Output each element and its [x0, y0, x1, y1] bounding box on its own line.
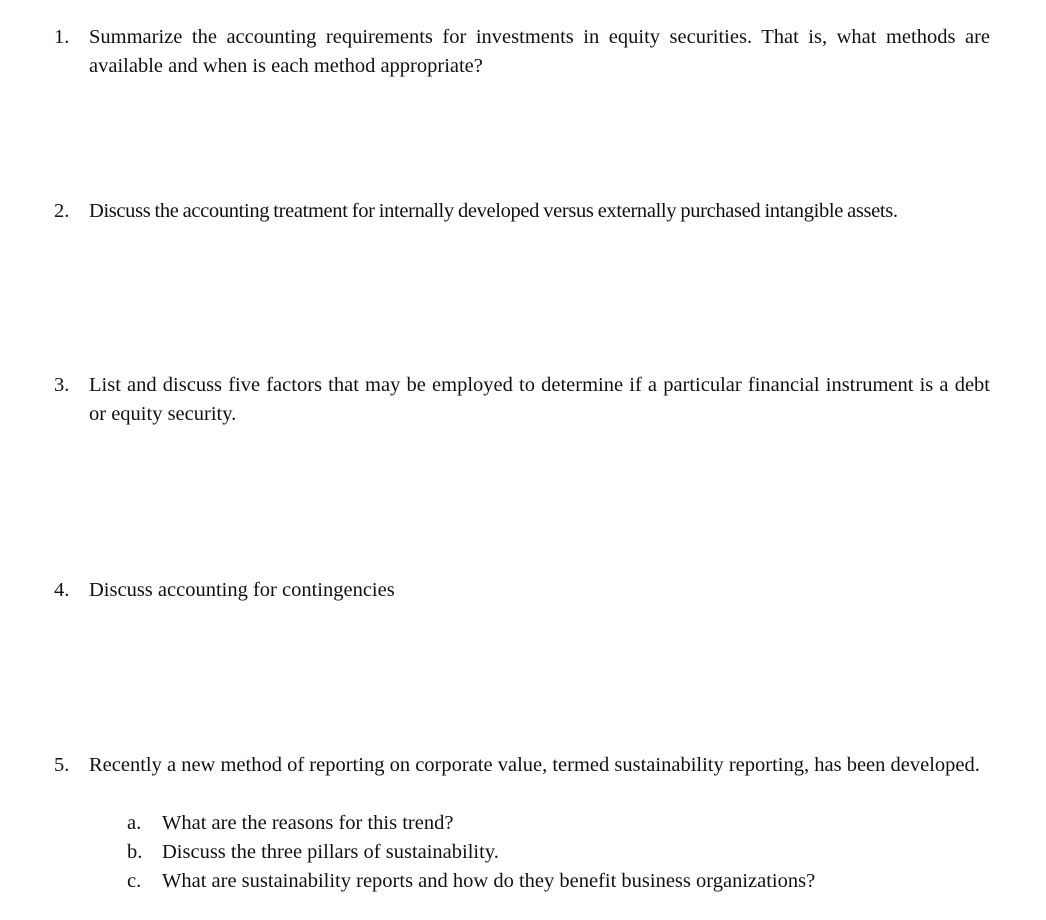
- question-4: [54, 576, 990, 605]
- question-2: [54, 197, 990, 226]
- question-text: Recently a new method of reporting on corporate value, termed sustainability reporting, has been developed.: [89, 754, 980, 776]
- subquestion-text: What are the reasons for this trend?: [162, 812, 454, 834]
- question-3: [54, 371, 990, 428]
- question-5: [54, 751, 990, 780]
- subquestion-letter: c.: [127, 870, 142, 892]
- question-number: 1.: [54, 26, 70, 48]
- subquestion-text: What are sustainability reports and how do they benefit business organizations?: [162, 870, 816, 892]
- subquestion-letter: b.: [127, 841, 143, 863]
- question-text: Summarize the accounting requirements for investments in equity securities. That is, what methods are available and when is each method appropriate?: [89, 26, 990, 77]
- question-number: 3.: [54, 374, 70, 396]
- question-number: 5.: [54, 754, 70, 776]
- question-1: [54, 23, 990, 80]
- subquestion-a: [127, 809, 987, 838]
- question-text: List and discuss five factors that may be employed to determine if a particular financial instrument is a debt or equity security.: [89, 374, 990, 425]
- question-number: 2.: [54, 200, 70, 222]
- subquestion-letter: a.: [127, 812, 142, 834]
- question-text: Discuss accounting for contingencies: [89, 579, 395, 601]
- question-text: Discuss the accounting treatment for internally developed versus externally purchased intangible assets.: [89, 200, 898, 222]
- subquestion-b: [127, 838, 987, 867]
- subquestion-text: Discuss the three pillars of sustainability.: [162, 841, 499, 863]
- subquestion-c: [127, 867, 987, 896]
- question-number: 4.: [54, 579, 70, 601]
